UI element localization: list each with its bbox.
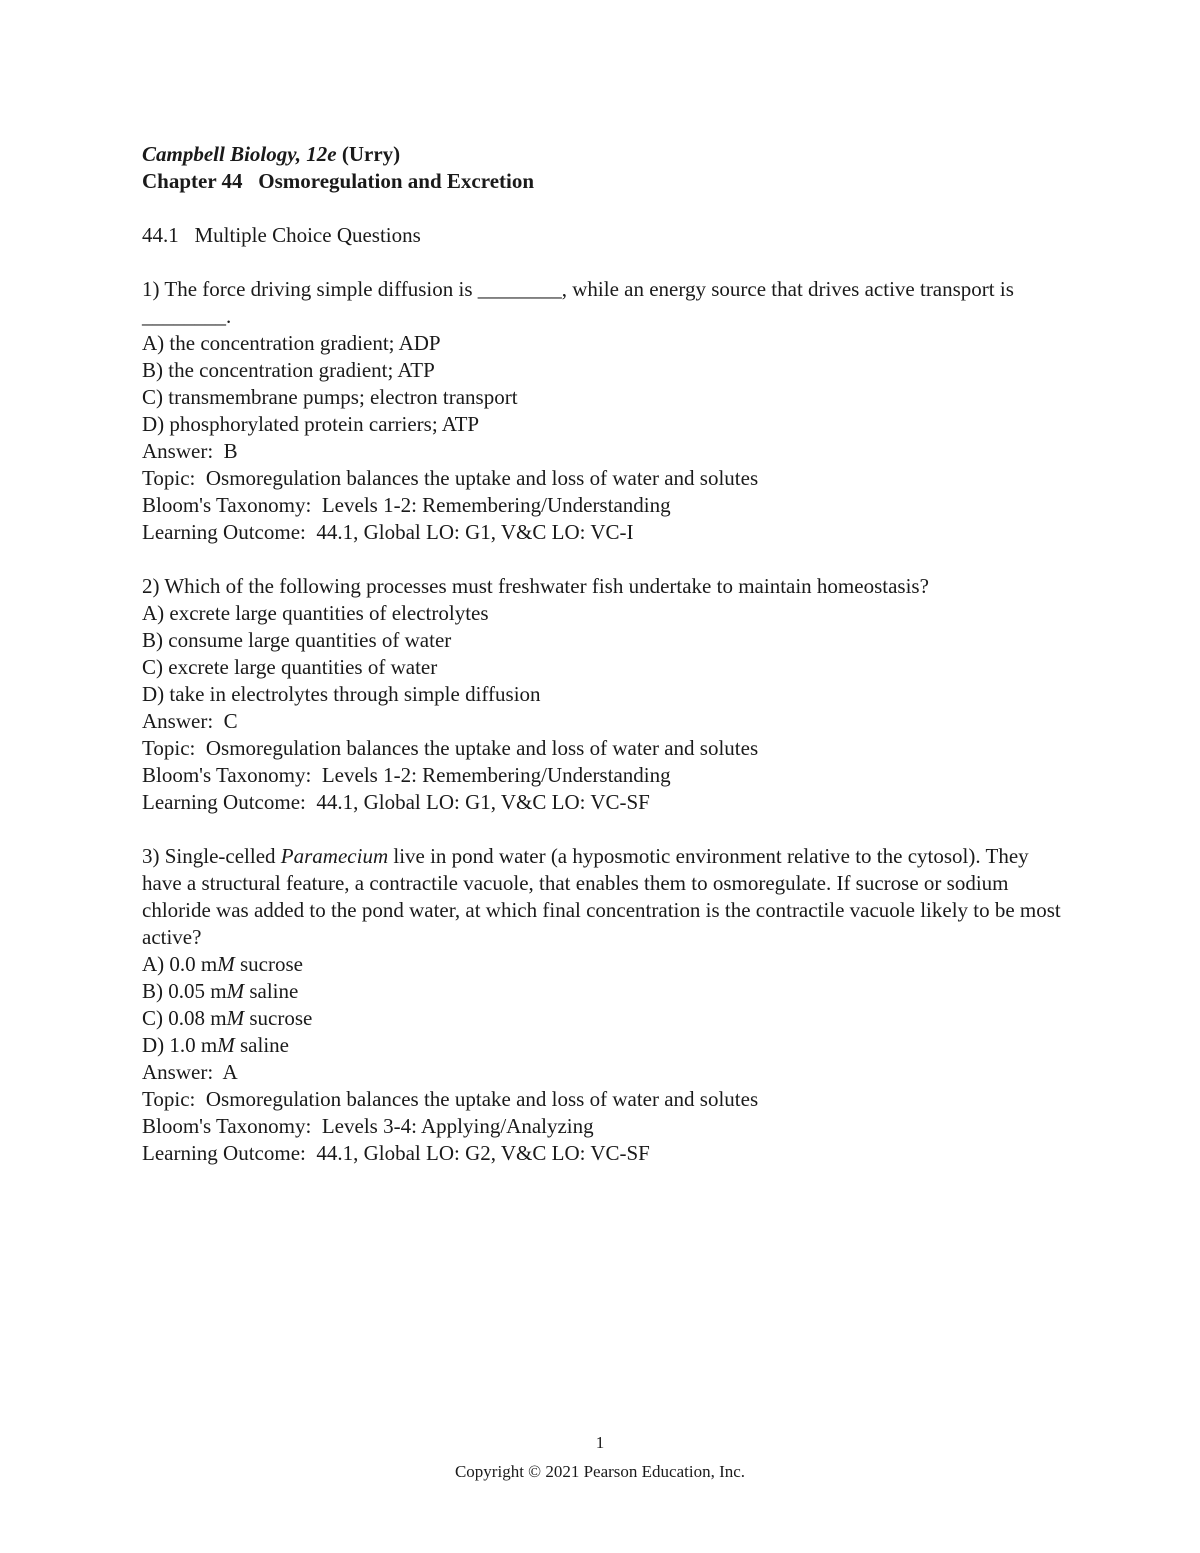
blooms-taxonomy: Bloom's Taxonomy: Levels 1-2: Remembering/Understanding — [142, 493, 671, 517]
organism-name: Paramecium — [280, 844, 389, 868]
book-author: (Urry) — [336, 142, 401, 166]
answer-option-c: C) transmembrane pumps; electron transport — [142, 385, 518, 409]
answer-option-b: B) the concentration gradient; ATP — [142, 358, 435, 382]
answer-option-d: D) take in electrolytes through simple diffusion — [142, 682, 541, 706]
spacer — [142, 249, 1072, 276]
topic: Topic: Osmoregulation balances the uptake and loss of water and solutes — [142, 466, 759, 490]
option-text: saline — [234, 1033, 289, 1057]
molar-unit: M — [217, 952, 235, 976]
answer-key: Answer: C — [142, 709, 238, 733]
spacer — [142, 195, 1072, 222]
answer-option-d — [142, 1032, 1072, 1059]
answer-option-c: C) excrete large quantities of water — [142, 655, 438, 679]
stem-text: 3) Single-celled — [142, 844, 281, 868]
learning-outcome: Learning Outcome: 44.1, Global LO: G2, V&C LO: VC-SF — [142, 1141, 650, 1165]
answer-option-a: A) the concentration gradient; ADP — [142, 331, 441, 355]
option-text: D) 1.0 m — [142, 1033, 218, 1057]
option-text: C) 0.08 m — [142, 1006, 227, 1030]
answer-key: Answer: B — [142, 439, 238, 463]
learning-outcome: Learning Outcome: 44.1, Global LO: G1, V&C LO: VC-I — [142, 520, 634, 544]
question-stem: 2) Which of the following processes must freshwater fish undertake to maintain homeostasis? — [142, 574, 929, 598]
molar-unit: M — [217, 1033, 235, 1057]
option-text: A) 0.0 m — [142, 952, 218, 976]
question-1 — [142, 276, 1072, 546]
topic: Topic: Osmoregulation balances the uptake and loss of water and solutes — [142, 1087, 759, 1111]
question-stem — [142, 843, 1072, 951]
page-content — [142, 141, 1072, 1167]
blooms-taxonomy: Bloom's Taxonomy: Levels 1-2: Remembering/Understanding — [142, 763, 671, 787]
question-stem: 1) The force driving simple diffusion is ________, while an energy source that drives active transport is ________. — [142, 277, 1014, 328]
answer-key: Answer: A — [142, 1060, 238, 1084]
section-heading: 44.1 Multiple Choice Questions — [142, 223, 421, 247]
option-text: B) 0.05 m — [142, 979, 227, 1003]
answer-option-a: A) excrete large quantities of electrolytes — [142, 601, 489, 625]
answer-option-b: B) consume large quantities of water — [142, 628, 452, 652]
spacer — [142, 816, 1072, 843]
molar-unit: M — [226, 1006, 245, 1030]
answer-option-c — [142, 1005, 1072, 1032]
stem-text: live in pond water (a hyposmotic environment relative to the cytosol). They have a structural feature, a contractile vacuole, that enables them to osmoregulate. If sucrose or sodium chloride was added to the pond water, at which final concentration is the contractile vacuole likely to be most active? — [142, 844, 1061, 949]
answer-option-d: D) phosphorylated protein carriers; ATP — [142, 412, 480, 436]
copyright-notice: Copyright © 2021 Pearson Education, Inc. — [454, 1462, 746, 1481]
learning-outcome: Learning Outcome: 44.1, Global LO: G1, V&C LO: VC-SF — [142, 790, 650, 814]
spacer — [142, 546, 1072, 573]
answer-option-a — [142, 951, 1072, 978]
question-3 — [142, 843, 1072, 1167]
option-text: saline — [244, 979, 299, 1003]
page-number: 1 — [595, 1433, 605, 1452]
option-text: sucrose — [234, 952, 303, 976]
question-2 — [142, 573, 1072, 816]
option-text: sucrose — [244, 1006, 313, 1030]
topic: Topic: Osmoregulation balances the uptake and loss of water and solutes — [142, 736, 759, 760]
chapter-title: Chapter 44 Osmoregulation and Excretion — [142, 169, 535, 193]
book-title: Campbell Biology, 12e — [142, 142, 337, 166]
molar-unit: M — [226, 979, 245, 1003]
book-title-line — [142, 141, 1072, 168]
answer-option-b — [142, 978, 1072, 1005]
blooms-taxonomy: Bloom's Taxonomy: Levels 3-4: Applying/Analyzing — [142, 1114, 594, 1138]
